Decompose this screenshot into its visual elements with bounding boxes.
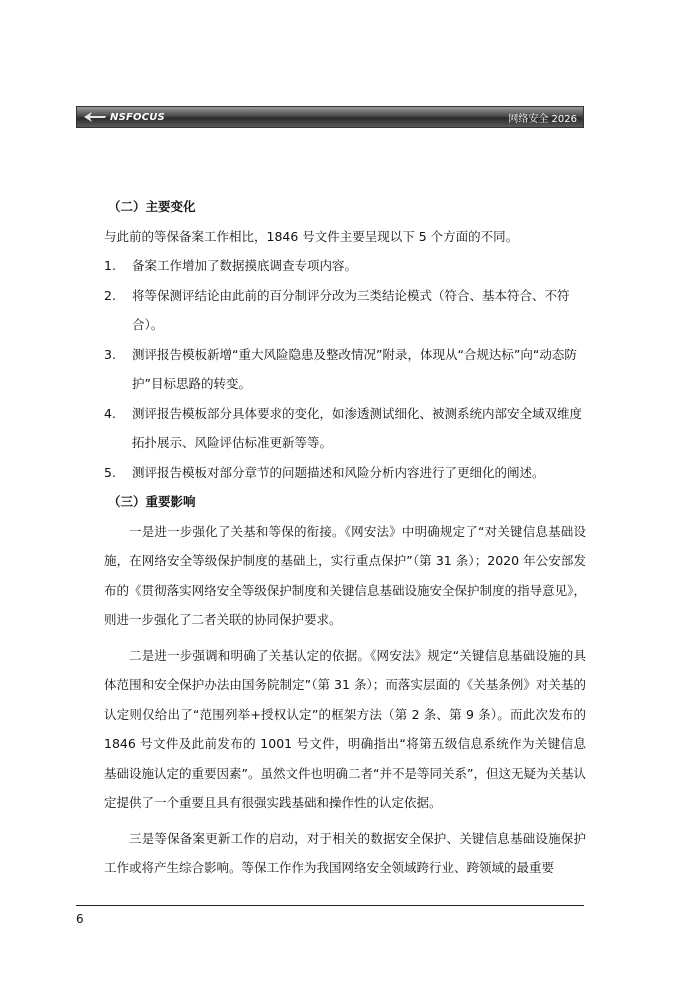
section-heading-impact: （三）重要影响	[108, 494, 196, 509]
logo-mark-icon	[83, 111, 107, 123]
list-item	[104, 281, 586, 340]
list-item	[104, 458, 586, 488]
list-number: 5.	[104, 464, 116, 480]
section-heading-main-changes: （二）主要变化	[108, 199, 196, 214]
list-text: 备案工作增加了数据摸底调查专项内容。	[132, 258, 358, 273]
page-header	[76, 106, 584, 128]
list-text: 测评报告模板对部分章节的问题描述和风险分析内容进行了更细化的阐述。	[132, 464, 545, 480]
document-body	[104, 192, 586, 883]
section-intro: 与此前的等保备案工作相比，1846 号文件主要呈现以下 5 个方面的不同。	[104, 228, 519, 244]
list-text: 将等保测评结论由此前的百分制评分改为三类结论模式（符合、基本符合、不符合）。	[132, 287, 570, 332]
footer-divider	[76, 905, 584, 906]
nsfocus-logo	[83, 111, 165, 123]
list-item	[104, 399, 586, 458]
list-number: 3.	[104, 346, 116, 362]
list-number: 2.	[104, 287, 116, 303]
logo-text: NSFOCUS	[110, 111, 165, 123]
impact-paragraph-1: 一是进一步强化了关基和等保的衔接。《网安法》中明确规定了“对关键信息基础设施，在网络安全等级保护制度的基础上，实行重点保护”（第 31 条）；2020 年公安部发布的《贯彻落实网络安全等级保护制度和关键信息基础设施安全保护制度的指导意见》，则进一步强化了二者关联的协同保护要求。	[104, 523, 586, 627]
list-number: 1.	[104, 258, 116, 273]
header-title: 网络安全 2026	[508, 113, 577, 125]
list-item	[104, 251, 586, 281]
changes-list	[104, 251, 586, 487]
impact-paragraph-3: 三是等保备案更新工作的启动，对于相关的数据安全保护、关键信息基础设施保护工作或将产生综合影响。等保工作作为我国网络安全领域跨行业、跨领域的最重要	[104, 830, 586, 875]
page-number: 6	[76, 912, 84, 926]
list-number: 4.	[104, 405, 116, 421]
list-text: 测评报告模板部分具体要求的变化，如渗透测试细化、被测系统内部安全域双维度拓扑展示、风险评估标准更新等等。	[132, 405, 583, 450]
impact-paragraph-2: 二是进一步强调和明确了关基认定的依据。《网安法》规定“关键信息基础设施的具体范围和安全保护办法由国务院制定”（第 31 条）；而落实层面的《关基条例》对关基的认定则仅给出了“范围列举+授权认定”的框架方法（第 2 条、第 9 条）。而此次发布的 1846 号文件及此前发布的 1001 号文件，明确指出“将第五级信息系统作为关键信息基础设施认定的重要因素”。虽然文件也明确二者“并不是等同关系”，但这无疑为关基认定提供了一个重要且具有很强实践基础和操作性的认定依据。	[104, 647, 586, 810]
list-item	[104, 340, 586, 399]
list-text: 测评报告模板新增“重大风险隐患及整改情况”附录，体现从“合规达标”向“动态防护”目标思路的转变。	[132, 346, 577, 391]
